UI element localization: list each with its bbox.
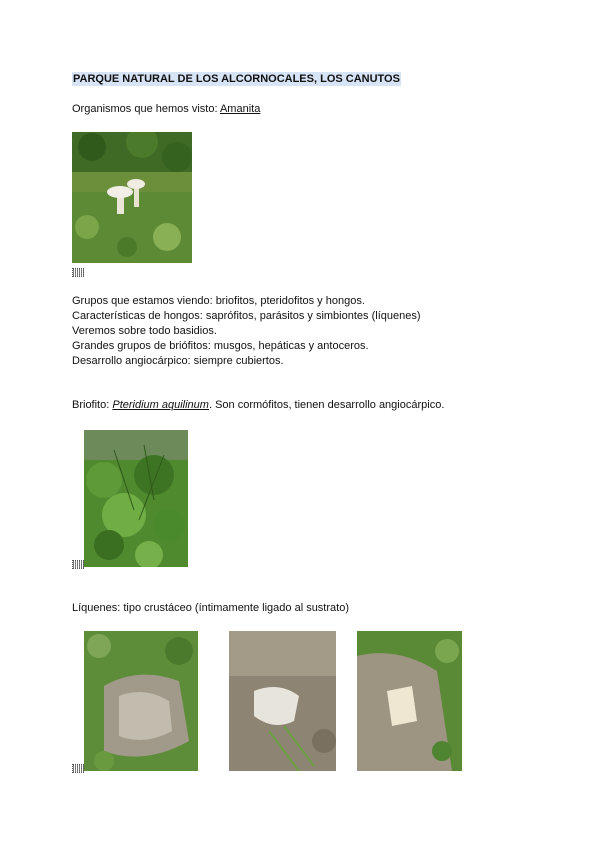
groups-paragraph (72, 294, 421, 369)
lichen-photo-2 (229, 631, 336, 771)
groups-line: Grupos que estamos viendo: briofitos, pteridofitos y hongos. (72, 295, 365, 307)
organisms-prefix: Organismos que hemos visto: (72, 103, 220, 115)
pteridium-photo (84, 430, 188, 567)
groups-line: Características de hongos: saprófitos, parásitos y simbiontes (líquenes) (72, 310, 421, 322)
briofito-suffix: . Son cormófitos, tienen desarrollo angiocárpico. (208, 399, 445, 411)
amanita-link[interactable]: Amanita (219, 103, 261, 115)
amanita-photo (72, 132, 192, 263)
image-anchor-icon (72, 764, 84, 773)
image-anchor-icon (72, 268, 84, 277)
groups-line: Desarrollo angiocárpico: siempre cubiertos. (72, 355, 284, 367)
groups-line: Veremos sobre todo basidios. (72, 325, 217, 337)
pteridium-link[interactable]: Pteridium aquilinum (112, 399, 209, 411)
groups-line: Grandes grupos de briófitos: musgos, hepáticas y antoceros. (72, 340, 369, 352)
briofito-prefix: Briofito: (72, 399, 113, 411)
briofito-line (72, 398, 444, 413)
organisms-line (72, 102, 260, 117)
document-title: PARQUE NATURAL DE LOS ALCORNOCALES, LOS CANUTOS (73, 73, 400, 85)
lichen-photo-1 (84, 631, 198, 771)
lichen-photo-3 (357, 631, 462, 771)
liquenes-line: Líquenes: tipo crustáceo (íntimamente ligado al sustrato) (72, 602, 349, 614)
image-anchor-icon (72, 560, 84, 569)
